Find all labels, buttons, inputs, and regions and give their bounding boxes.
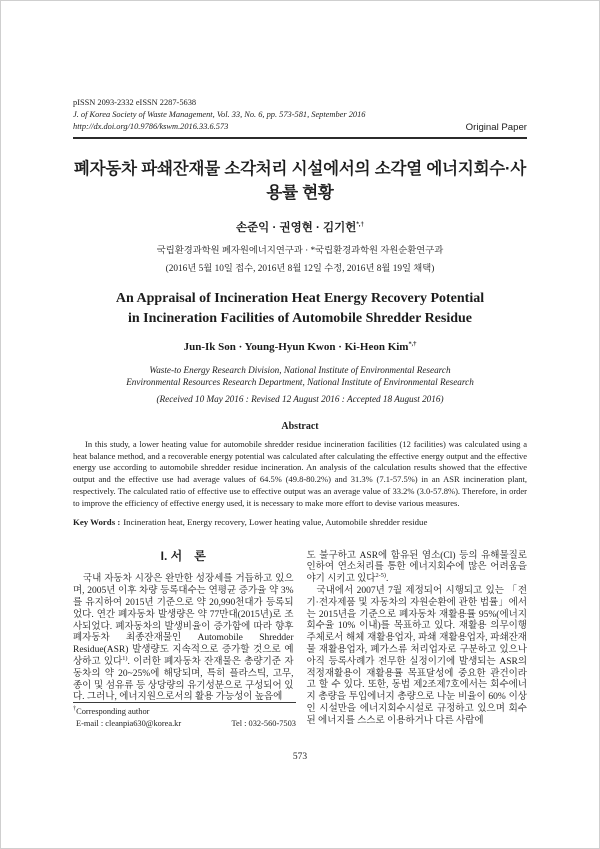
intro-paragraph-right-2: 국내에서 2007년 7월 제정되어 시행되고 있는 「전기·전자제품 및 자동차의 자원순환에 관한 법률」에서는 2015년을 기준으로 폐자동차 재활용률 95%(에너지회수율 10% 이내)를 목표하고 있다. 재활용 의무이행 주체로서 해체 재활용업자, 파쇄 재활용업자, 파쇄잔재물 재활용업자, 폐가스류 처리업자로 구분하고 있으나 아직 등록사례가 전무한 실정이기에 발생되는 ASR의 적정재활용이 재활용률 목표달성에 중요한 관건이라고 할 수 있다. 또한, 동법 제2조제7호에서는 회수에너지 총량을 투입에너지 총량으로 나눈 비율이 60% 이상인 시설만을 에너지회수시설로 규정하고 있으며 회수된 에너지를 스스로 이용하거나 다른 사람에	[306, 585, 527, 726]
english-author-names: Jun-Ik Son · Young-Hyun Kwon · Ki-Heon Kim	[183, 340, 409, 353]
corresponding-author-footnote	[73, 702, 296, 729]
footnote-label-line	[73, 706, 296, 718]
intro-right-text-b: .	[386, 574, 389, 585]
corresponding-author-tel: Tel : 032-560-7503	[231, 718, 296, 728]
intro-right-column	[307, 551, 528, 728]
english-title	[73, 289, 527, 329]
keywords-text: Incineration heat, Energy recovery, Lower heating value, Automobile shredder residue	[123, 516, 428, 527]
english-affiliation-2: Environmental Resources Research Department, National Institute of Environmental Research	[126, 377, 474, 388]
doi-link[interactable]: http://dx.doi.org/10.9786/kswm.2016.33.6.573	[73, 122, 229, 132]
intro-paragraph-left	[73, 574, 294, 704]
korean-title: 폐자동차 파쇄잔재물 소각처리 시설에서의 소각열 에너지회수·사용률 현황	[73, 159, 527, 202]
english-author-marks: *,†	[408, 339, 417, 347]
corresponding-author-email[interactable]: E-mail : cleanpia630@korea.kr	[76, 718, 182, 728]
paper-type-label: Original Paper	[465, 121, 527, 133]
english-affiliations	[73, 364, 527, 389]
korean-author-names: 손준익 · 권영현 · 김기헌	[235, 221, 357, 234]
abstract-body: In this study, a lower heating value for automobile shredder residue incineration facilities (12 facilities) was calculated using a heat balance method, and a recoverable energy potential was calculated after calculating the effective energy output and the effective energy use according to automobile shredder residue incineration. An analysis of the calculation results showed that the effective output and the effective use had average values of 64.5% (49.8-80.2%) and 31.3% (7.1-57.5%) in an ASR incineration plant, respectively. The calculated ratio of effective use to effective output was an average value of 33.2% (3.0-57.8%). Therefore, in order to improve the efficiency of effective energy used, it is necessary to make more effort to devise various measures.	[73, 438, 527, 508]
intro-paragraph-right-1	[307, 551, 528, 586]
section-heading-introduction: I. 서 론	[160, 548, 206, 563]
intro-right-text-a: 도 불구하고 ASR에 함유된 염소(Cl) 등의 유해물질로 인하여 연소처리를 통한 에너지회수에 많은 어려움을 야기 시키고 있다	[306, 550, 527, 585]
english-authors	[73, 341, 527, 353]
intro-left-text-b: . 이러한 폐자동차 잔재물은 총량기준 자동차의 약 20~25%에 해당되며, 특히 플라스틱, 고무, 종이 및 섬유류 등 상당량의 유기성분으로 구성되어 있다. 그러나, 에너지원으로서의 활용 가능성이 높음에	[73, 656, 294, 703]
keywords-line	[73, 517, 527, 527]
journal-citation-line: J. of Korea Society of Waste Management, Vol. 33, No. 6, pp. 573-581, September 2016	[73, 110, 366, 120]
korean-dates: (2016년 5월 10일 접수, 2016년 8월 12일 수정, 2016년 8월 19일 채택)	[165, 263, 435, 274]
intro-columns	[73, 548, 527, 728]
footnote-divider	[73, 702, 296, 703]
keywords-label: Key Words :	[73, 516, 121, 527]
citation-ref-1: 1)	[122, 654, 128, 662]
intro-left-text-a: 국내 자동차 시장은 완만한 성장세를 거듭하고 있으며, 2005년 이후 차량 등록대수는 연평균 증가율 약 3%를 유지하여 2015년 기준으로 약 20,990천대가 등록되었다. 연간 폐자동차 발생량은 약 77만대(2015년)로 조사되었다. 폐자동차의 발생비율이 증가함에 따라 향후 폐자동차 최종잔재물인 Automobile Shredder Residue(ASR) 발생량도 지속적으로 증가할 것으로 예상하고 있다	[73, 574, 294, 667]
korean-author-marks: *,†	[356, 220, 365, 228]
english-title-line2: in Incineration Facilities of Automobile Shredder Residue	[127, 310, 473, 326]
intro-left-column	[73, 548, 294, 728]
header-divider	[73, 137, 527, 139]
journal-info	[73, 97, 365, 134]
footnote-contact-line	[73, 718, 296, 730]
page-number: 573	[292, 752, 308, 762]
dagger-mark: †	[73, 705, 77, 713]
page-content	[1, 1, 599, 728]
korean-authors	[73, 219, 527, 235]
korean-affiliation: 국립환경과학원 폐자원에너지연구과 · *국립환경과학원 자원순환연구과	[156, 245, 444, 256]
corresponding-author-label: Corresponding author	[76, 707, 150, 716]
issn-line: pISSN 2093-2332 eISSN 2287-5638	[73, 98, 197, 107]
received-dates	[73, 394, 527, 404]
abstract-heading: Abstract	[281, 420, 319, 432]
english-title-line1: An Appraisal of Incineration Heat Energy Recovery Potential	[115, 290, 485, 306]
citation-ref-2-5: 2-5)	[375, 572, 386, 580]
journal-header	[73, 1, 527, 134]
received-dates-text: (Received 10 May 2016 : Revised 12 August 2016 : Accepted 18 August 2016)	[156, 393, 444, 404]
english-affiliation-1: Waste-to Energy Research Division, National Institute of Environmental Research	[149, 364, 451, 375]
